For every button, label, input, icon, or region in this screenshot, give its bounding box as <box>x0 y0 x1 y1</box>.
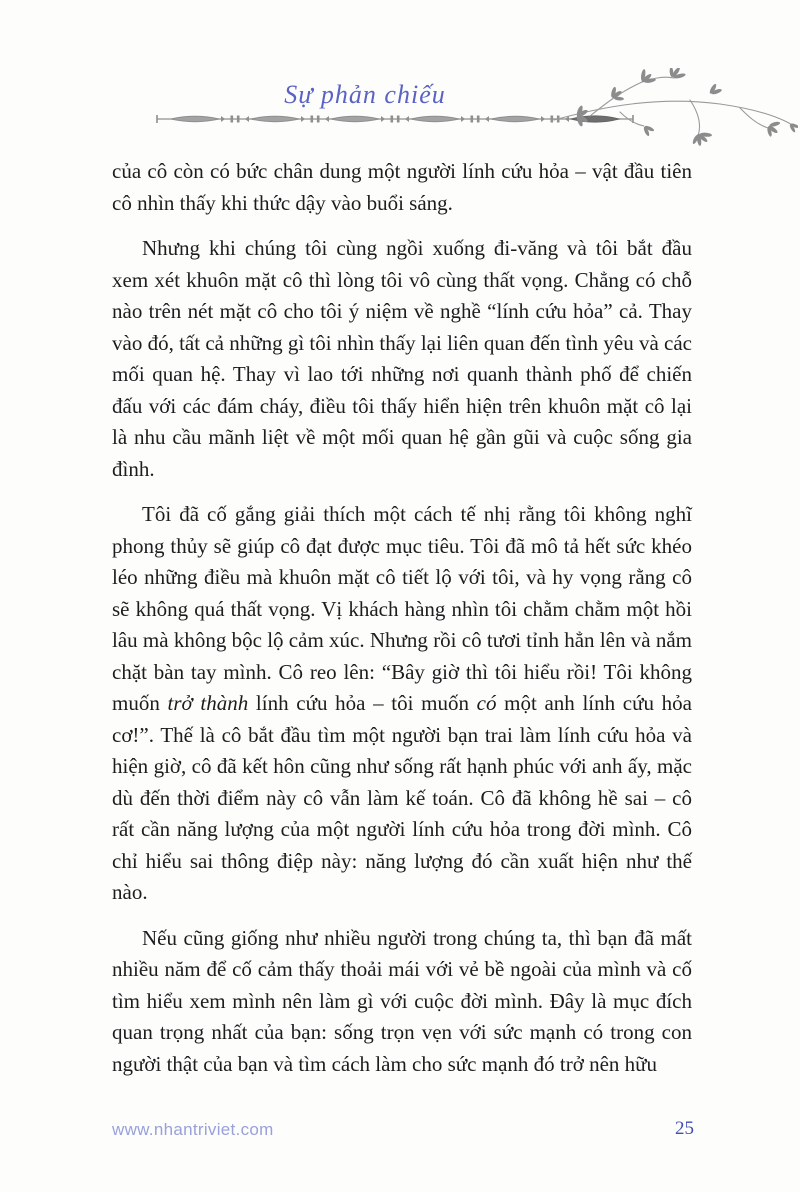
footer-url: www.nhantriviet.com <box>112 1120 274 1139</box>
emphasized-text: trở thành <box>167 691 249 715</box>
paragraph <box>112 156 692 219</box>
emphasized-text: có <box>476 691 497 715</box>
floral-branch-icon <box>550 68 798 148</box>
text-run: Tôi đã cố gắng giải thích một cách tế nhị rằng tôi không nghĩ phong thủy sẽ giúp cô đạt được mục tiêu. Tôi đã mô tả hết sức khéo léo những điều mà khuôn mặt cô tiết lộ với tôi, và hy vọng rằng cô sẽ không quá thất vọng. Vị khách hàng nhìn tôi chằm chằm một hồi lâu mà không bộc lộ cảm xúc. Nhưng rồi cô tươi tỉnh hẳn lên và nắm chặt bàn tay mình. Cô reo lên: “Bây giờ thì tôi hiểu rồi! Tôi không muốn <box>112 502 692 715</box>
running-header-title: Sự phản chiếu <box>284 80 446 109</box>
text-run: Nếu cũng giống như nhiều người trong chúng ta, thì bạn đã mất nhiều năm để cố cảm thấy thoải mái với vẻ bề ngoài của mình và cố tìm hiểu xem mình nên làm gì với cuộc đời mình. Đây là mục đích quan trọng nhất của bạn: sống trọn vẹn với sức mạnh có trong con người thật của bạn và tìm cách làm cho sức mạnh đó trở nên hữu <box>112 925 692 1076</box>
text-run: của cô còn có bức chân dung một người lính cứu hỏa – vật đầu tiên cô nhìn thấy khi thức dậy vào buổi sáng. <box>112 159 692 215</box>
text-run: lính cứu hỏa – tôi muốn <box>248 691 477 715</box>
text-run: một anh lính cứu hỏa cơ!”. Thế là cô bắt đầu tìm một người bạn trai làm lính cứu hỏa và hiện giờ, cô đã kết hôn cũng như sống rất hạnh phúc với anh ấy, mặc dù đến thời điểm này cô vẫn làm kế toán. Cô đã không hề sai – cô rất cần năng lượng của một người lính cứu hỏa trong đời mình. Cô chỉ hiểu sai thông điệp này: năng lượng đó cần xuất hiện như thế nào. <box>112 691 692 904</box>
text-run: Nhưng khi chúng tôi cùng ngồi xuống đi-văng và tôi bắt đầu xem xét khuôn mặt cô thì lòng tôi vô cùng thất vọng. Chẳng có chỗ nào trên nét mặt cô cho tôi ý niệm về nghề “lính cứu hỏa” cả. Thay vào đó, tất cả những gì tôi nhìn thấy lại liên quan đến tình yêu và các mối quan hệ. Thay vì lao tới những nơi quanh thành phố để chiến đấu với các đám cháy, điều tôi thấy hiển hiện trên khuôn mặt cô lại là nhu cầu mãnh liệt về một mối quan hệ gần gũi và cuộc sống gia đình. <box>112 236 692 481</box>
paragraph <box>112 499 692 909</box>
page-number: 25 <box>675 1118 694 1139</box>
paragraph <box>112 233 692 485</box>
body-paragraphs <box>112 156 692 1094</box>
paragraph <box>112 923 692 1081</box>
